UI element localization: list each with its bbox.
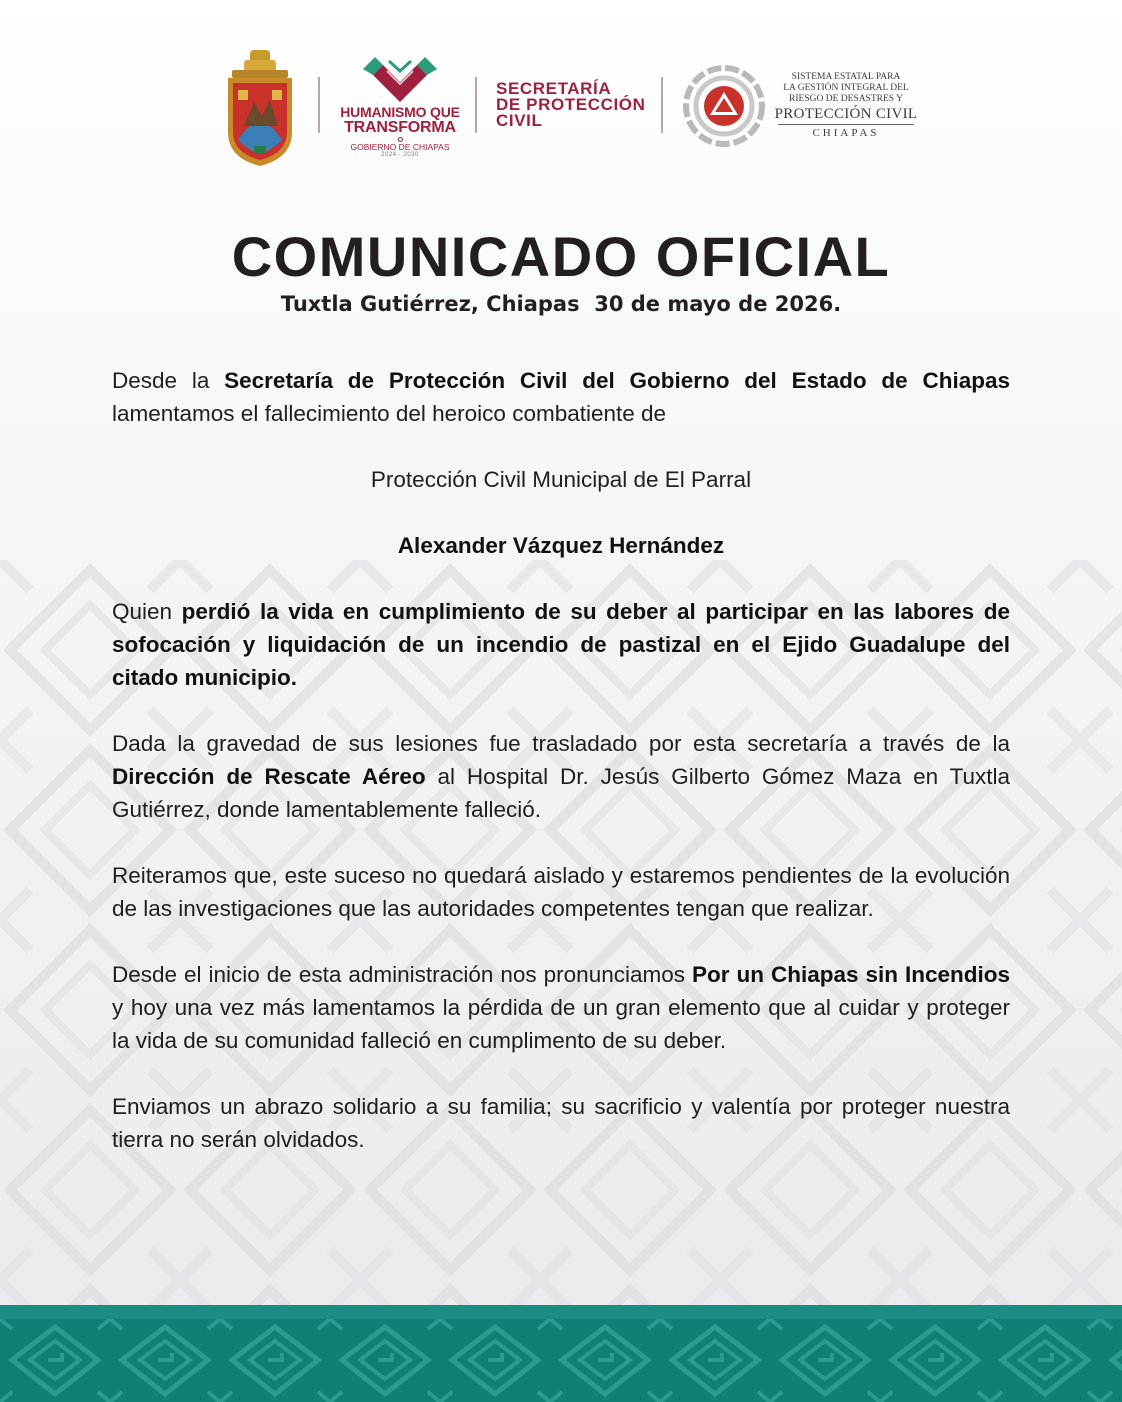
deceased-name <box>112 529 1010 562</box>
bold-text: perdió la vida en cumplimiento de su deber al participar en las labores de sofocación y liquidación de un incendio de pastizal en el Ejido Guadalupe del citado municipio. <box>112 599 1010 690</box>
sistema-estatal-logo <box>772 72 920 139</box>
secretaria-proteccion-civil-logo <box>496 81 645 129</box>
footer-pattern <box>0 1319 1122 1402</box>
bold-text: Dirección de Rescate Aéreo <box>112 764 426 789</box>
text-span: y hoy una vez más lamentamos la pérdida de un gran elemento que al cuidar y proteger la vida de su comunidad falleció en cumplimento de su deber. <box>112 995 1010 1053</box>
chiapas-coat-of-arms-icon <box>224 50 296 168</box>
paragraph-5 <box>112 727 1010 826</box>
years-label: 2024 - 2030 <box>381 152 419 158</box>
communique-body <box>112 364 1010 1156</box>
date-line: Tuxtla Gutiérrez, Chiapas 30 de mayo de 2026. <box>280 292 842 316</box>
divider <box>661 77 663 133</box>
text-span: Dada la gravedad de sus lesiones fue trasladado por esta secretaría a través de la <box>112 731 1010 756</box>
humanismo-line-1: HUMANISMO QUE <box>340 104 460 120</box>
humanismo-que-transforma-logo <box>338 55 462 167</box>
bold-text: Por un Chiapas sin Incendios <box>691 962 1010 987</box>
footer-stripe <box>0 1305 1122 1319</box>
secretaria-line-2: DE PROTECCIÓN <box>496 95 646 114</box>
paragraph-1 <box>112 364 1010 430</box>
header-logos <box>0 45 1122 175</box>
text-span: Desde la <box>112 368 225 393</box>
paragraph-7 <box>112 958 1010 1057</box>
secretaria-line-3: CIVIL <box>496 111 543 130</box>
sistema-line-5: CHIAPAS <box>812 127 880 139</box>
paragraph-4 <box>112 595 1010 694</box>
divider <box>318 77 320 133</box>
page-title: COMUNICADO OFICIAL <box>231 225 891 288</box>
secretaria-line-1: SECRETARÍA <box>496 79 612 98</box>
humanismo-line-2: TRANSFORMA <box>344 119 456 136</box>
sistema-line-1: SISTEMA ESTATAL PARA <box>791 72 901 82</box>
bold-text: Secretaría de Protección Civil del Gobierno del Estado de Chiapas <box>224 368 1010 393</box>
sistema-rule <box>778 124 914 125</box>
paragraph-6: Reiteramos que, este suceso no quedará aislado y estaremos pendientes de la evolución de las investigaciones que las autoridades competentes tengan que realizar. <box>112 863 1010 921</box>
text-span: Quien <box>112 599 182 624</box>
sistema-line-4: PROTECCIÓN CIVIL <box>774 106 918 122</box>
proteccion-civil-emblem-icon <box>683 65 765 147</box>
sistema-line-3: RIESGO DE DESASTRES Y <box>789 94 903 104</box>
paragraph-2: Protección Civil Municipal de El Parral <box>370 467 752 492</box>
sistema-line-2: LA GESTIÓN INTEGRAL DEL <box>783 83 909 93</box>
divider <box>475 77 477 133</box>
text-span: Desde el inicio de esta administración nos pronunciamos <box>112 962 692 987</box>
humanismo-heart-icon <box>355 55 445 105</box>
text-span: al Hospital Dr. Jesús Gilberto Gómez Maza en Tuxtla Gutiérrez, donde lamentablemente falleció. <box>112 764 1011 822</box>
greek-key-pattern-icon <box>0 1319 1122 1402</box>
paragraph-8: Enviamos un abrazo solidario a su familia; su sacrificio y valentía por proteger nuestra tierra no serán olvidados. <box>112 1094 1010 1152</box>
bold-text: Alexander Vázquez Hernández <box>397 533 725 558</box>
gobierno-label: GOBIERNO DE CHIAPAS <box>350 142 450 152</box>
text-span: lamentamos el fallecimiento del heroico combatiente de <box>112 401 667 426</box>
